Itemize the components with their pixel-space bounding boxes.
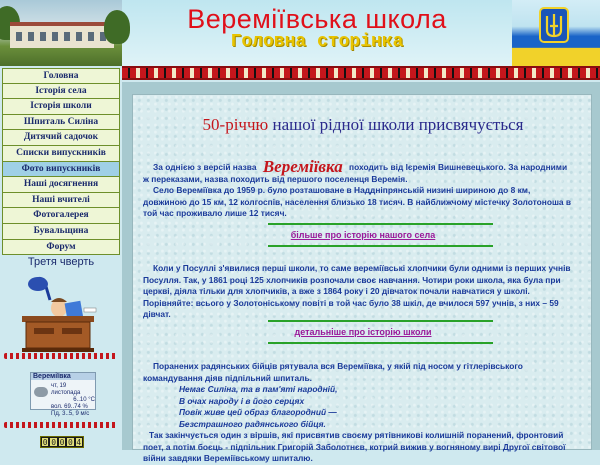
school-history-link[interactable]: детальніше про історію школи <box>294 327 432 337</box>
main-content-frame <box>122 82 600 463</box>
content-panel <box>132 94 592 463</box>
divider <box>268 245 493 247</box>
village-name: Вереміївка <box>262 157 343 176</box>
site-header <box>0 0 600 66</box>
main-nav <box>2 68 120 255</box>
page-headline: 50-річчю нашої рідної школи присвячується <box>202 115 524 134</box>
nav-item[interactable]: Шпиталь Силіна <box>2 115 120 131</box>
poem-line: Немає Силіна, та в пам'яті народній, <box>179 384 338 394</box>
poem-line: В очах народу і в його серцях <box>179 395 305 406</box>
divider <box>268 320 493 322</box>
nav-item[interactable]: Бувальщина <box>2 224 120 240</box>
poem-line: Безстрашного радянського бійця. <box>179 418 326 429</box>
village-history-link[interactable]: більше про історію нашого села <box>290 230 436 240</box>
divider <box>4 353 118 359</box>
site-title: Вереміївська школа <box>187 4 447 34</box>
sidebar <box>0 66 122 450</box>
weather-details: чт, 19 листопада 6..10 °C вол. 69..74 % Пд, 3..5, 9 м/с <box>51 383 95 417</box>
counter-digit: 0 <box>42 438 48 447</box>
hospital-paragraph: Поранених радянських бійців рятувала вся Вереміївка, у якій під носом у гітлерівського командування діяв підпільний шпиталь. Немає Силіна, та в пам'яті народній, В очах народу і в його серцях Повік живе цей образ благородний — Безстрашного радянського бійця. Так закінчується один з віршів, які присвятив своєму рятівникові колишній поранений, фронтовий поет, а потім боєць - підпільник Григорій Заболотнєв, котрий вижив у вогняному вирі Другої світової війни завдяки Вереміївському шпиталю. <box>143 361 573 465</box>
counter-digit: 4 <box>76 438 82 447</box>
counter-digit: 0 <box>59 438 65 447</box>
nav-item[interactable]: Форум <box>2 240 120 256</box>
counter-digit: 0 <box>68 438 73 447</box>
weather-widget[interactable] <box>30 372 96 417</box>
nav-item[interactable]: Головна <box>2 68 120 84</box>
poem <box>143 384 573 430</box>
cloud-icon <box>34 387 48 397</box>
nav-item[interactable]: Списки випускників <box>2 146 120 162</box>
teacher-desk-illustration <box>4 274 116 354</box>
nav-item[interactable]: Дитячий садочок <box>2 130 120 146</box>
nav-item[interactable]: Фотогалерея <box>2 208 120 224</box>
nav-item[interactable]: Фото випускників <box>2 162 120 178</box>
nav-item[interactable]: Історія села <box>2 84 120 100</box>
page-subtitle: Головна сторінка <box>230 32 404 52</box>
divider <box>268 223 493 225</box>
nav-item[interactable]: Наші досягнення <box>2 177 120 193</box>
counter-digit: 0 <box>51 438 57 447</box>
intro-paragraph: За однією з версій назва Вереміївка походить від Ієремія Вишневецького. За народними ж переказами, назва походить від першого поселенця Веремія. Село Вереміївка до 1959 р. було розташоване в Наддніпрянській низині шириною до 8 км, довжиною до 15 км, 12 колгоспів, населення близько 18 тисяч. В найближчому містечку Золотоноша в той час проживало лише 12 тисяч. <box>143 157 572 218</box>
nav-item[interactable]: Історія школи <box>2 99 120 115</box>
school-photo <box>0 0 122 66</box>
divider <box>268 342 493 344</box>
ornament-band <box>122 66 600 80</box>
trident-icon <box>538 6 570 46</box>
nav-item[interactable]: Наші вчителі <box>2 193 120 209</box>
school-paragraph: Коли у Посуллі з'явилися перші школи, то саме вереміївські хлопчики були одними із перших учнів Посулля. Так, у 1861 році 125 хлопчиків розпочали своє навчання. Чотири роки школа, яка була при церкві, діяла тільки для хлопчиків, а вже з 1864 року і 20 дівчаток почали навчатися у школі. Порівняйте: всього у Золотоніському повіті в той час було 38 шкіл, де вчилося 597 учнів, з них – 59 дівчат. <box>143 263 571 319</box>
divider <box>4 422 118 428</box>
countdown-label: Третя чверть <box>27 256 95 268</box>
poem-line: Повік живе цей образ благородний — <box>179 407 337 417</box>
visit-counter[interactable] <box>40 436 84 448</box>
weather-city: Вереміївка <box>31 373 95 380</box>
flag-image <box>512 0 600 66</box>
